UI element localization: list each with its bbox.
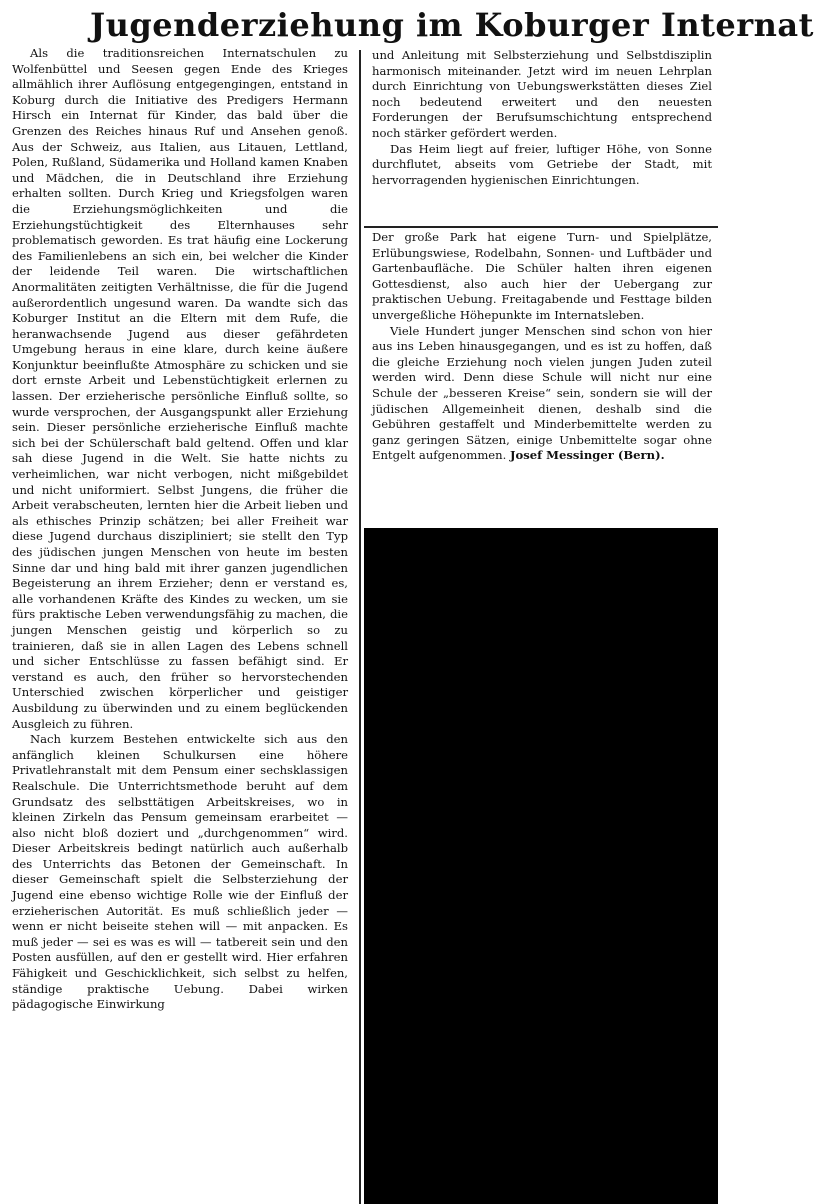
article-headline: Jugenderziehung im Koburger Internat [90, 6, 814, 44]
paragraph: Der große Park hat eigene Turn- und Spielplätze, Erlübungswiese, Rodelbahn, Sonnen- und Luftbäder und Gartenbaufläche. Die Schüler halten ihren eigenen Gottesdienst, also auch hier der Uebergang zur praktischen Uebung. Freitagabende und Festtage bilden unvergeßliche Höhepunkte im Internatsleben. [372, 230, 712, 322]
paragraph: Das Heim liegt auf freier, luftiger Höhe, von Sonne durchflutet, abseits vom Getriebe der Stadt, mit hervorragenden hygienischen Einrichtungen. [372, 141, 712, 187]
paragraph [372, 324, 712, 464]
left-column [12, 46, 348, 1201]
horizontal-divider [364, 226, 718, 228]
right-bottom-column [372, 230, 712, 528]
paragraph: und Anleitung mit Selbsterziehung und Selbstdisziplin harmonisch miteinander. Jetzt wird im neuen Lehrplan durch Einrichtung von Uebungswerkstätten dieses Ziel noch bedeutend erweitert und den neuesten Forderungen der Berufsumschichtung entsprechend noch stärker gefördert werden. [372, 48, 712, 140]
author-signature: Josef Messinger (Bern). [510, 448, 665, 463]
right-top-column [372, 48, 712, 210]
paragraph-text: Viele Hundert junger Menschen sind schon von hier aus ins Leben hinausgegangen, und es ist zu hoffen, daß die gleiche Erziehung noch vielen jungen Juden zuteil werden wird. Denn diese Schule will nicht nur eine Schule der „besseren Kreise“ sein, sondern sie will der jüdischen Allgemeinheit dienen, deshalb sind die Gebühren gestaffelt und Minderbemittelte werden zu ganz geringen Sätzen, einige Unbemittelte sogar ohne Entgelt aufgenommen. [372, 323, 712, 463]
column-divider [359, 50, 361, 1204]
paragraph: Als die traditionsreichen Internatschulen zu Wolfenbüttel und Seesen gegen Ende des Krieges allmählich ihrer Auflösung entgegengingen, entstand in Koburg durch die Initiative des Predigers Hermann Hirsch ein Internat für Kinder, das bald über die Grenzen des Reiches hinaus Ruf und Ansehen genoß. Aus der Schweiz, aus Italien, aus Litauen, Lettland, Polen, Rußland, Südamerika und Holland kamen Knaben und Mädchen, die in Deutschland ihre Erziehung erhalten sollten. Durch Krieg und Kriegsfolgen waren die Erziehungsmöglichkeiten und die Erziehungstüchtigkeit des Elternhauses sehr problematisch geworden. Es trat häufig eine Lockerung des Familienlebens an sich ein, bei welcher die Kinder der leidende Teil waren. Die wirtschaftlichen Anormalitäten zeitigten Verhältnisse, die für die Jugend außerordentlich ungesund waren. Da wandte sich das Koburger Institut an die Eltern mit dem Rufe, die heranwachsende Jugend aus dieser gefährdeten Umgebung heraus in eine klare, durch keine äußere Konjunktur beeinflußte Atmosphäre zu schicken und sie dort ernste Arbeit und Lebenstüchtigkeit erlernen zu lassen. Der erzieherische persönliche Einfluß sollte, so wurde versprochen, der Ausgangspunkt aller Erziehung sein. Dieser persönliche erzieherische Einfluß machte sich bei der Schülerschaft bald geltend. Offen und klar sah diese Jugend in die Welt. Sie hatte nichts zu verheimlichen, war nicht verbogen, nicht mißgebildet und nicht uniformiert. Selbst Jungens, die früher die Arbeit verabscheuten, lernten hier die Arbeit lieben und als ethisches Prinzip schätzen; bei aller Freiheit war diese Jugend durchaus diszipliniert; sie stellt den Typ des jüdischen jungen Menschen von heute im besten Sinne dar und hing bald mit ihrer ganzen jugendlichen Begeisterung an ihrem Erzieher; denn er verstand es, alle vorhandenen Kräfte des Kindes zu wecken, um sie fürs praktische Leben verwendungsfähig zu machen, die jungen Menschen geistig und körperlich so zu trainieren, daß sie in allen Lagen des Lebens schnell und sicher Entschlüsse zu fassen befähigt sind. Er verstand es auch, den früher so hervorstechenden Unterschied zwischen körperlicher und geistiger Ausbildung zu überwinden und zu einem beglückenden Ausgleich zu führen. [12, 46, 348, 731]
blank-scan-area [364, 528, 718, 1204]
paragraph: Nach kurzem Bestehen entwickelte sich aus den anfänglich kleinen Schulkursen eine höhere Privatlehranstalt mit dem Pensum einer sechsklassigen Realschule. Die Unterrichtsmethode beruht auf dem Grundsatz des selbsttätigen Arbeitskreises, wo in kleinen Zirkeln das Pensum gemeinsam erarbeitet — also nicht bloß doziert und „durchgenommen“ wird. Dieser Arbeitskreis bedingt natürlich auch außerhalb des Unterrichts das Betonen der Gemeinschaft. In dieser Gemeinschaft spielt die Selbsterziehung der Jugend eine ebenso wichtige Rolle wie der Einfluß der erzieherischen Autorität. Es muß schließlich jeder — wenn er nicht beiseite stehen will — mit anpacken. Es muß jeder — sei es was es will — tatbereit sein und den Posten ausfüllen, auf den er gestellt wird. Hier erfahren Fähigkeit und Geschicklichkeit, sich selbst zu helfen, ständige praktische Uebung. Dabei wirken pädagogische Einwirkung [12, 732, 348, 1012]
